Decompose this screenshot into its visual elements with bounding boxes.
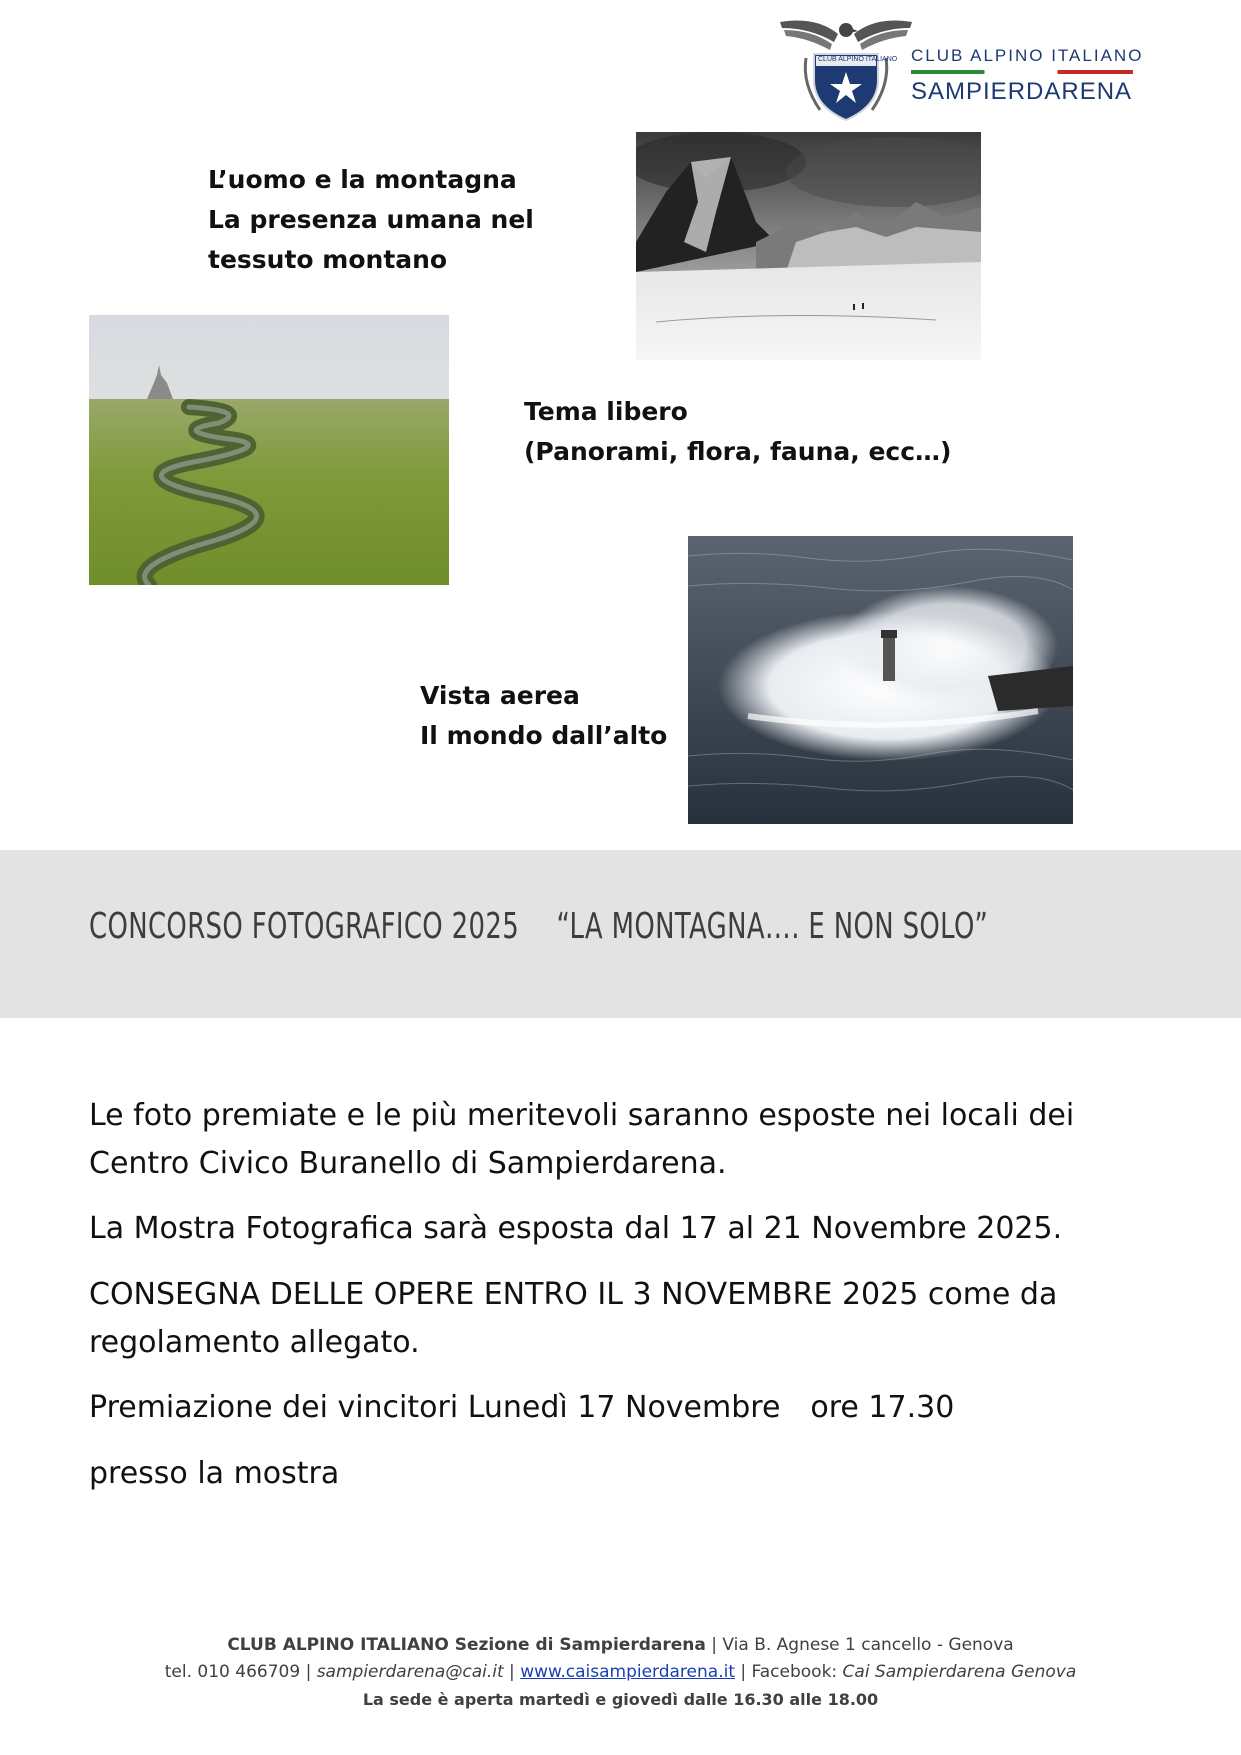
- lighthouse-storm-photo: [688, 536, 1073, 824]
- theme-2-line-1: Tema libero: [524, 397, 688, 426]
- meadow-photo: [89, 315, 449, 585]
- footer-facebook-label: | Facebook:: [735, 1662, 843, 1682]
- theme-1-line-2: La presenza umana nel: [208, 205, 534, 234]
- awards-location-paragraph: presso la mostra: [89, 1456, 340, 1491]
- awards-ceremony-time: ore 17.30: [810, 1390, 955, 1425]
- awards-ceremony-date: Premiazione dei vincitori Lunedì 17 Novembre: [89, 1390, 781, 1425]
- cai-eagle-seal-icon: [776, 14, 916, 124]
- theme-3-line-1: Vista aerea: [420, 681, 580, 710]
- footer-line-1: [0, 1632, 1241, 1659]
- logo-seal-text: CLUB ALPINO ITALIANO: [818, 56, 898, 63]
- theme-1-line-1: L’uomo e la montagna: [208, 165, 517, 194]
- theme-1-line-3: tessuto montano: [208, 245, 448, 274]
- theme-3-caption: [420, 676, 667, 756]
- theme-2-caption: [524, 392, 951, 472]
- footer-opening-hours: La sede è aperta martedì e giovedì dalle 16.30 alle 18.00: [362, 1690, 879, 1709]
- contest-title-text: CONCORSO FOTOGRAFICO 2025: [89, 906, 520, 947]
- footer-separator: |: [503, 1662, 521, 1682]
- submission-deadline-paragraph: CONSEGNA DELLE OPERE ENTRO IL 3 NOVEMBRE 2025 come da regolamento allegato.: [89, 1277, 1058, 1360]
- footer-website-link[interactable]: www.caisampierdarena.it: [520, 1662, 735, 1682]
- exhibition-dates-paragraph: La Mostra Fotografica sarà esposta dal 17 al 21 Novembre 2025.: [89, 1211, 1063, 1246]
- footer-phone: tel. 010 466709 |: [164, 1662, 317, 1682]
- glacier-photo: [636, 132, 981, 360]
- footer-line-2: [0, 1659, 1241, 1686]
- footer-org-name: CLUB ALPINO ITALIANO Sezione di Sampierdarena: [227, 1635, 706, 1655]
- exhibition-location-paragraph: Le foto premiate e le più meritevoli saranno esposte nei locali dei Centro Civico Buranello di Sampierdarena.: [89, 1098, 1075, 1181]
- awards-ceremony-paragraph: [89, 1384, 1149, 1432]
- footer: [0, 1632, 1241, 1713]
- theme-1-caption: [208, 160, 534, 280]
- theme-2-line-2: (Panorami, flora, fauna, ecc…): [524, 437, 952, 466]
- theme-3-line-2: Il mondo dall’alto: [420, 721, 668, 750]
- logo-org-name: CLUB ALPINO ITALIANO: [911, 46, 1144, 65]
- footer-address: | Via B. Agnese 1 cancello - Genova: [705, 1635, 1014, 1655]
- glacier-photo-image: [636, 132, 981, 360]
- footer-facebook-page: Cai Sampierdarena Genova: [842, 1662, 1077, 1682]
- cai-logo: [776, 14, 1136, 124]
- contest-subtitle: “LA MONTAGNA…. E NON SOLO”: [556, 906, 989, 947]
- meadow-photo-image: [89, 315, 449, 585]
- lighthouse-storm-photo-image: [688, 536, 1073, 824]
- contest-title: [89, 906, 988, 947]
- footer-email[interactable]: sampierdarena@cai.it: [316, 1662, 504, 1682]
- logo-section-name: SAMPIERDARENA: [911, 78, 1133, 105]
- logo-tricolor-rule: [911, 70, 1133, 74]
